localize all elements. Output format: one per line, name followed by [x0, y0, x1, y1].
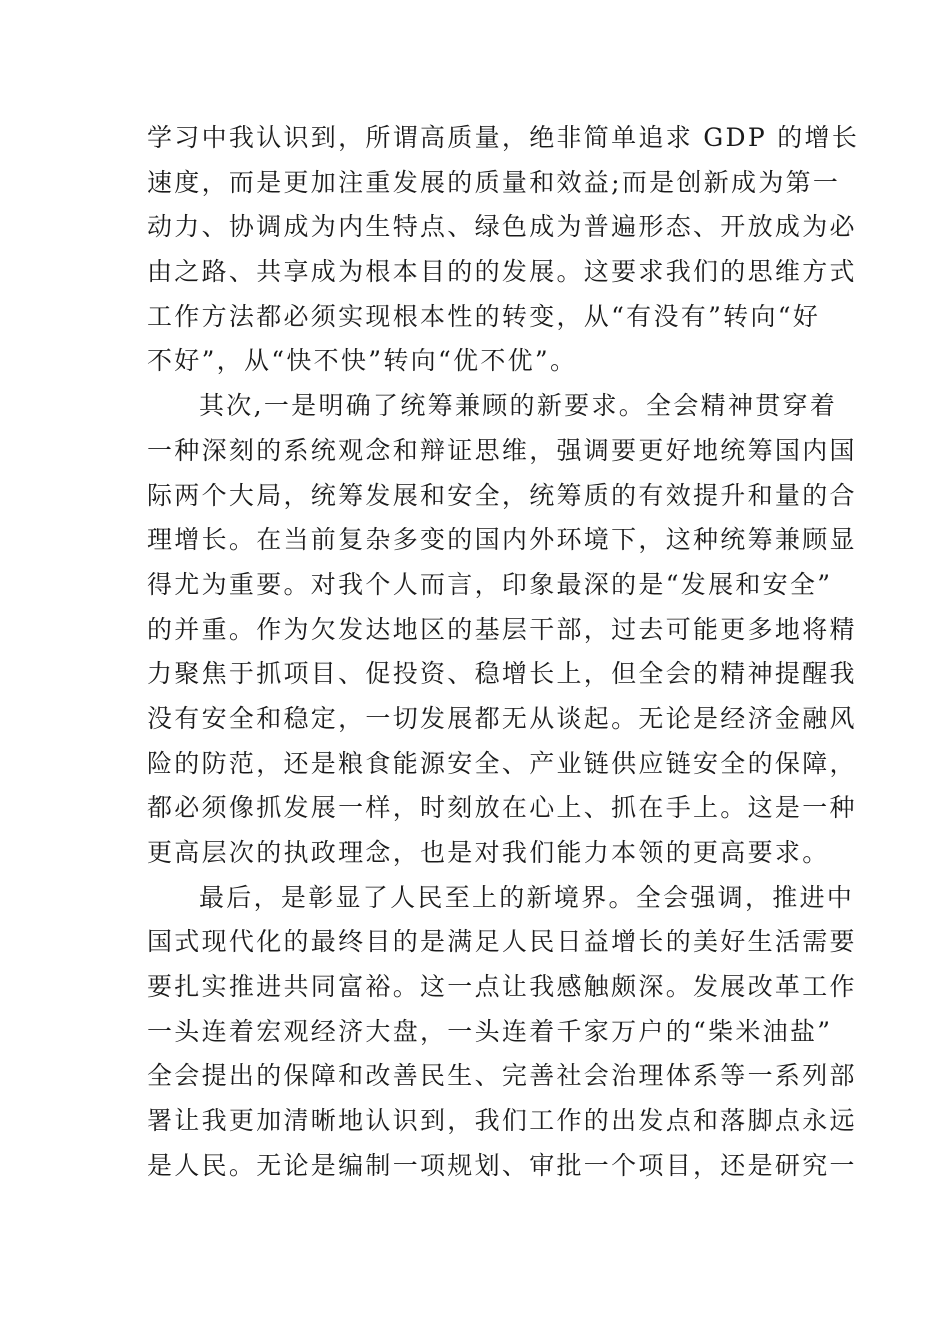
- document-body: [147, 116, 860, 1189]
- text-line: 其次,一是明确了统筹兼顾的新要求。全会精神贯穿着: [199, 391, 838, 421]
- text-line: 更高层次的执政理念，也是对我们能力本领的更高要求。: [147, 838, 830, 867]
- text-line: 得尤为重要。对我个人而言，印象最深的是“发展和安全”: [147, 569, 833, 599]
- text-line: 全会提出的保障和改善民生、完善社会治理体系等一系列部: [147, 1061, 857, 1091]
- text-line: 力聚焦于抓项目、促投资、稳增长上，但全会的精神提醒我: [147, 659, 857, 689]
- text-line: 学习中我认识到，所谓高质量，绝非简单追求 GDP 的增长: [147, 123, 860, 152]
- text-line: 工作方法都必须实现根本性的转变，从“有没有”转向“好: [147, 301, 821, 331]
- text-line: 署让我更加清晰地认识到，我们工作的出发点和落脚点永远: [147, 1106, 857, 1136]
- text-line: 理增长。在当前复杂多变的国内外环境下，这种统筹兼顾显: [147, 525, 857, 555]
- text-line: 由之路、共享成为根本目的的发展。这要求我们的思维方式: [147, 257, 857, 287]
- text-line: 国式现代化的最终目的是满足人民日益增长的美好生活需要: [147, 927, 857, 957]
- paragraph-2: [147, 384, 857, 876]
- text-line: 险的防范，还是粮食能源安全、产业链供应链安全的保障，: [147, 748, 857, 778]
- paragraph-1: [147, 116, 860, 384]
- text-line: 最后，是彰显了人民至上的新境界。全会强调，推进中: [199, 882, 855, 912]
- text-line: 是人民。无论是编制一项规划、审批一个项目，还是研究一: [147, 1150, 857, 1180]
- paragraph-3: [147, 876, 857, 1189]
- text-line: 速度，而是更加注重发展的质量和效益;而是创新成为第一: [147, 167, 841, 197]
- text-line: 际两个大局，统筹发展和安全，统筹质的有效提升和量的合: [147, 480, 857, 510]
- text-line: 要扎实推进共同富裕。这一点让我感触颇深。发展改革工作: [147, 972, 857, 1002]
- text-line: 一头连着宏观经济大盘，一头连着千家万户的“柴米油盐”: [147, 1016, 833, 1046]
- text-line: 都必须像抓发展一样，时刻放在心上、抓在手上。这是一种: [147, 793, 857, 823]
- text-line: 一种深刻的系统观念和辩证思维，强调要更好地统筹国内国: [147, 435, 857, 465]
- text-line: 没有安全和稳定，一切发展都无从谈起。无论是经济金融风: [147, 703, 857, 733]
- text-line: 不好”，从“快不快”转向“优不优”。: [147, 346, 578, 376]
- text-line: 的并重。作为欠发达地区的基层干部，过去可能更多地将精: [147, 614, 857, 644]
- text-line: 动力、协调成为内生特点、绿色成为普遍形态、开放成为必: [147, 212, 857, 242]
